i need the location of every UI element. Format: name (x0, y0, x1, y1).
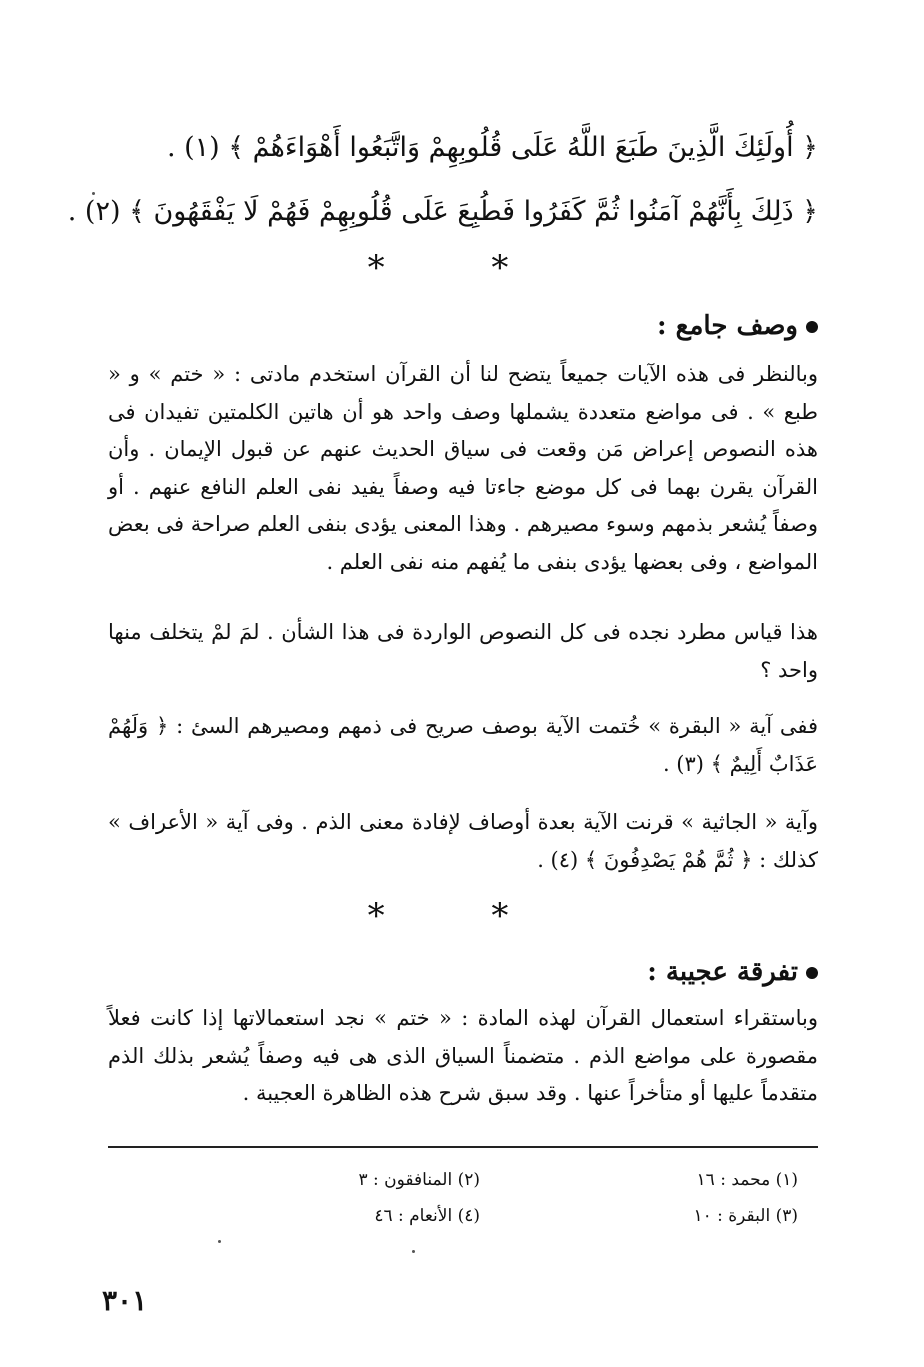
footnote-3: (٣) البقرة : ١٠ (693, 1206, 798, 1226)
footnote-1: (١) محمد : ١٦ (696, 1170, 798, 1190)
bullet-icon (806, 321, 818, 333)
section-heading-text: وصف جامع : (656, 311, 798, 341)
paragraph-2: هذا قياس مطرد نجده فى كل النصوص الواردة فى هذا الشأن . لمَ لمْ يتخلف منها واحد ؟ (108, 620, 818, 682)
footnote-2: (٢) المنافقون : ٣ (358, 1170, 480, 1190)
scan-speck (412, 1250, 415, 1253)
section-separator: * * (367, 248, 557, 288)
paragraph-3: ففى آية « البقرة » خُتمت الآية بوصف صريح فى ذمهم ومصيرهم السئ : ﴿ وَلَهُمْ عَذَابٌ أَلِيمٌ ﴾ (٣) . (108, 714, 818, 776)
page-number: ٣٠١ (102, 1284, 148, 1317)
quran-verse-1: ﴿ أُولَئِكَ الَّذِينَ طَبَعَ اللَّهُ عَلَى قُلُوبِهِمْ وَاتَّبَعُوا أَهْوَاءَهُمْ ﴾ (١) . (166, 132, 818, 163)
paragraph-4: وآية « الجاثية » قرنت الآية بعدة أوصاف لإفادة معنى الذم . وفى آية « الأعراف » كذلك : ﴿ ثُمَّ هُمْ يَصْدِفُونَ ﴾ (٤) . (108, 810, 818, 872)
scan-speck (92, 192, 95, 195)
section-separator: * * (367, 896, 557, 936)
footnote-4: (٤) الأنعام : ٤٦ (374, 1206, 480, 1226)
section-heading-comprehensive-description (118, 306, 818, 346)
section-heading-text: تفرقة عجيبة : (647, 957, 798, 987)
paragraph-5: وباستقراء استعمال القرآن لهذه المادة : « ختم » نجد استعمالاتها إذا كانت فعلاً مقصورة على مواضع الذم . متضمناً السياق الذى هى فيه وصفاً يُشعر بذلك الذم متقدماً عليها أو متأخراً عنها . وقد سبق شرح هذه الظاهرة العجيبة . (108, 1006, 818, 1105)
paragraph-1: وبالنظر فى هذه الآيات جميعاً يتضح لنا أن القرآن استخدم مادتى : « ختم » و « طبع » . فى مواضع متعددة يشملها وصف واحد هو أن هاتين الكلمتين تفيدان فى هذه النصوص إعراض مَن وقعت فى سياق الحديث عنهم عن قبول الإيمان . وأن القرآن يقرن بهما فى كل موضع جاءتا فيه وصفاً يفيد نفى العلم النافع عنهم . أو وصفاً يُشعر بذمهم وسوء مصيرهم . وهذا المعنى يؤدى بنفى العلم صراحة فى بعض المواضع ، وفى بعضها يؤدى بنفى ما يُفهم منه نفى العلم . (108, 362, 818, 574)
section-heading-strange-distinction (118, 952, 818, 992)
quran-verse-2: ﴿ ذَلِكَ بِأَنَّهُمْ آمَنُوا ثُمَّ كَفَرُوا فَطُبِعَ عَلَى قُلُوبِهِمْ فَهُمْ لَا يَفْقَهُونَ ﴾ (٢) . (67, 196, 818, 227)
footnote-divider (108, 1146, 818, 1148)
scan-speck (218, 1240, 221, 1243)
bullet-icon (806, 967, 818, 979)
